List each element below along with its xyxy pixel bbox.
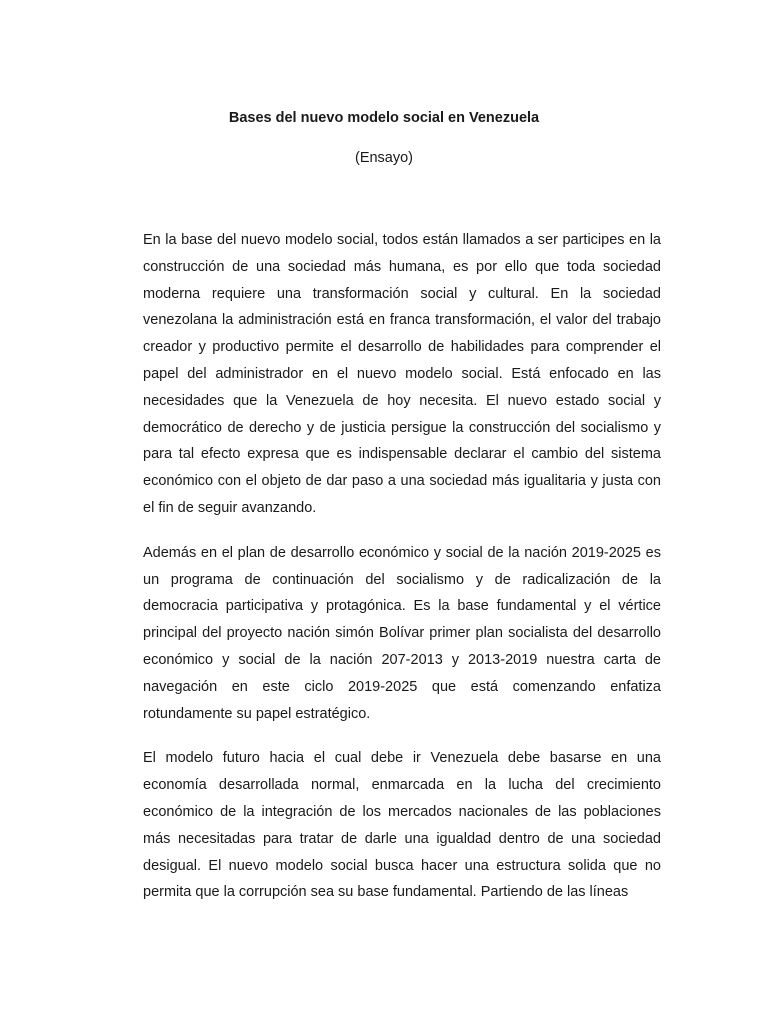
document-body	[143, 227, 661, 924]
paragraph-3: El modelo futuro hacia el cual debe ir Venezuela debe basarse en una economía desarrollada normal, enmarcada en la lucha del crecimiento económico de la integración de los mercados nacionales de las poblaciones más necesitadas para tratar de darle una igualdad dentro de una sociedad desigual. El nuevo modelo social busca hacer una estructura solida que no permita que la corrupción sea su base fundamental. Partiendo de las líneas	[143, 750, 661, 901]
document-subtitle: (Ensayo)	[354, 150, 414, 166]
paragraph-2: Además en el plan de desarrollo económico y social de la nación 2019-2025 es un programa de continuación del socialismo y de radicalización de la democracia participativa y protagónica. Es la base fundamental y el vértice principal del proyecto nación simón Bolívar primer plan socialista del desarrollo económico y social de la nación 207-2013 y 2013-2019 nuestra carta de navegación en este ciclo 2019-2025 que está comenzando enfatiza rotundamente su papel estratégico.	[143, 544, 661, 722]
paragraph-1: En la base del nuevo modelo social, todos están llamados a ser participes en la construcción de una sociedad más humana, es por ello que toda sociedad moderna requiere una transformación social y cultural. En la sociedad venezolana la administración está en franca transformación, el valor del trabajo creador y productivo permite el desarrollo de habilidades para comprender el papel del administrador en el nuevo modelo social. Está enfocado en las necesidades que la Venezuela de hoy necesita. El nuevo estado social y democrático de derecho y de justicia persigue la construcción del socialismo y para tal efecto expresa que es indispensable declarar el cambio del sistema económico con el objeto de dar paso a una sociedad más igualitaria y justa con el fin de seguir avanzando.	[143, 232, 661, 516]
document-title: Bases del nuevo modelo social en Venezuela	[228, 110, 540, 126]
